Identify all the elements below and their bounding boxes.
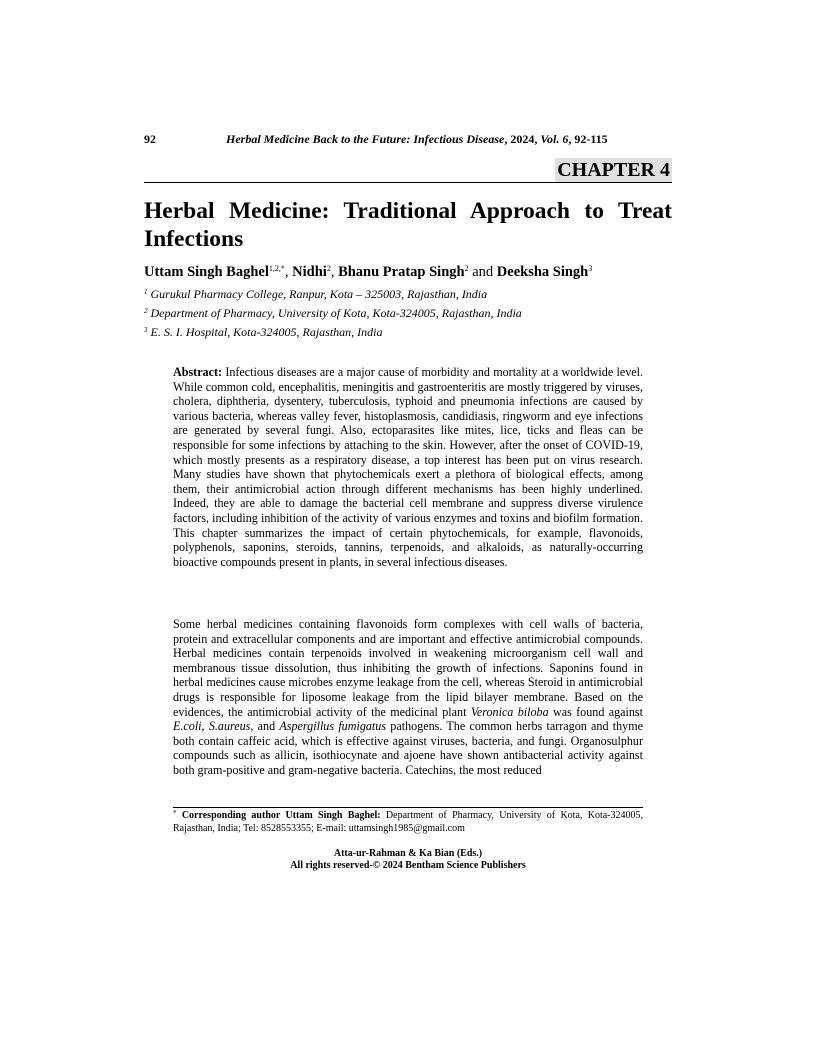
footnote-text: Department of Pharmacy, University of Kota, Kota-324005, Rajasthan, India; Tel: 8528553355; E-mail: uttamsingh1985@gmail.com (173, 810, 643, 834)
author-name: Bhanu Pratap Singh (338, 264, 465, 280)
footnote-label: Corresponding author Uttam Singh Baghel: (181, 810, 381, 821)
author-name: Nidhi (292, 264, 327, 280)
book-volume: Vol. 6 (540, 132, 569, 146)
author-affiliation-mark: 3 (588, 264, 593, 273)
author-name: Uttam Singh Baghel (144, 264, 269, 280)
chapter-divider (144, 182, 672, 183)
abstract-text: Infectious diseases are a major cause of morbidity and mortality at a worldwide level. While common cold, encephalitis, meningitis and gastroenteritis are mostly triggered by viruses, cholera, diphtheria, dysentery, tuberculosis, typhoid and pneumonia infections are caused by various bacteria, whereas valley fever, histoplasmosis, candidiasis, ringworm and eye infections are generated by several fungi. Also, ectoparasites like mites, lice, ticks and fleas can be responsible for some infections by attaching to the skin. However, after the onset of COVID-19, which mostly presents as a respiratory disease, a top interest has been put on virus research. Many studies have shown that phytochemicals exert a plethora of biological effects, among them, their antimicrobial action through different mechanisms has been highly underlined. Indeed, they are able to damage the bacterial cell membrane and suppress diverse virulence factors, including inhibition of the activity of various enzymes and toxins and biofilm formation. This chapter summarizes the impact of certain phytochemicals, for example, flavonoids, polyphenols, saponins, steroids, tannins, terpenoids, and alkaloids, as naturally-occurring bioactive compounds present in plants, in several infectious diseases. (173, 365, 643, 569)
affiliation: $^1$ Gurukul Pharmacy College, Ranpur, Kota – 325003, Rajasthan, India (144, 287, 488, 301)
author-list: Uttam Singh Baghel$^{1,2,*}$, Nidhi$^2$, Bhanu Pratap Singh$^2$ and Deeksha Singh$^3$ (144, 264, 593, 280)
running-header (144, 132, 672, 148)
plant-name: Veronica biloba (470, 704, 549, 719)
affiliation: $^2$ Department of Pharmacy, University of Kota, Kota-324005, Rajasthan, India (144, 306, 522, 320)
abstract (173, 365, 643, 569)
organism-name: S.aureus (208, 719, 251, 734)
running-title: Herbal Medicine Back to the Future: Infectious Disease, 2024, Vol. 6, 92-115 (226, 132, 608, 146)
footnote (173, 810, 643, 835)
book-year: 2024 (510, 132, 535, 146)
publisher-info (144, 848, 672, 872)
page-range: 92-115 (574, 132, 608, 146)
footnote-mark: * (173, 809, 177, 817)
book-title: Herbal Medicine Back to the Future: Infectious Disease (226, 132, 505, 146)
author-affiliation-mark: 2 (464, 264, 469, 273)
footnote-divider (173, 807, 643, 808)
chapter-title: Herbal Medicine: Traditional Approach to Treat Infections (144, 198, 672, 252)
author-name: Deeksha Singh (496, 264, 589, 280)
organism-name: E.coli (173, 719, 202, 734)
author-affiliation-mark: 2 (326, 264, 331, 273)
body-paragraph: Some herbal medicines containing flavonoids form complexes with cell walls of bacteria, protein and extracellular components and are important and effective antimicrobial compounds. Herbal medicines contain terpenoids involved in weakening microorganism cell wall and membranous tissue dissolution, thus inhibiting the growth of infections. Saponins found in herbal medicines cause microbes enzyme leakage from the cell, whereas Steroid in antimicrobial drugs is responsible for liposome leakage from the lipid bilayer membrane. Based on the evidences, the antimicrobial activity of the medicinal plant Veronica biloba was found against E.coli, S.aureus, and Aspergillus fumigatus pathogens. The common herbs tarragon and thyme both contain caffeic acid, which is effective against viruses, bacteria, and fungi. Organosulphur compounds such as allicin, isothiocynate and ajoene have shown antibacterial activity against both gram-positive and gram-negative bacteria. Catechins, the most reduced (173, 617, 643, 777)
editors: Atta-ur-Rahman & Ka Bian (Eds.) (333, 848, 483, 859)
author-affiliation-mark: 1,2,* (268, 264, 285, 273)
chapter-label: CHAPTER 4 (557, 159, 670, 181)
page-number: 92 (144, 132, 156, 146)
copyright: All rights reserved-© 2024 Bentham Science Publishers (290, 860, 526, 871)
abstract-label: Abstract: (173, 365, 223, 379)
organism-name: Aspergillus fumigatus (279, 719, 387, 734)
affiliation: $^3$ E. S. I. Hospital, Kota-324005, Rajasthan, India (144, 325, 383, 339)
